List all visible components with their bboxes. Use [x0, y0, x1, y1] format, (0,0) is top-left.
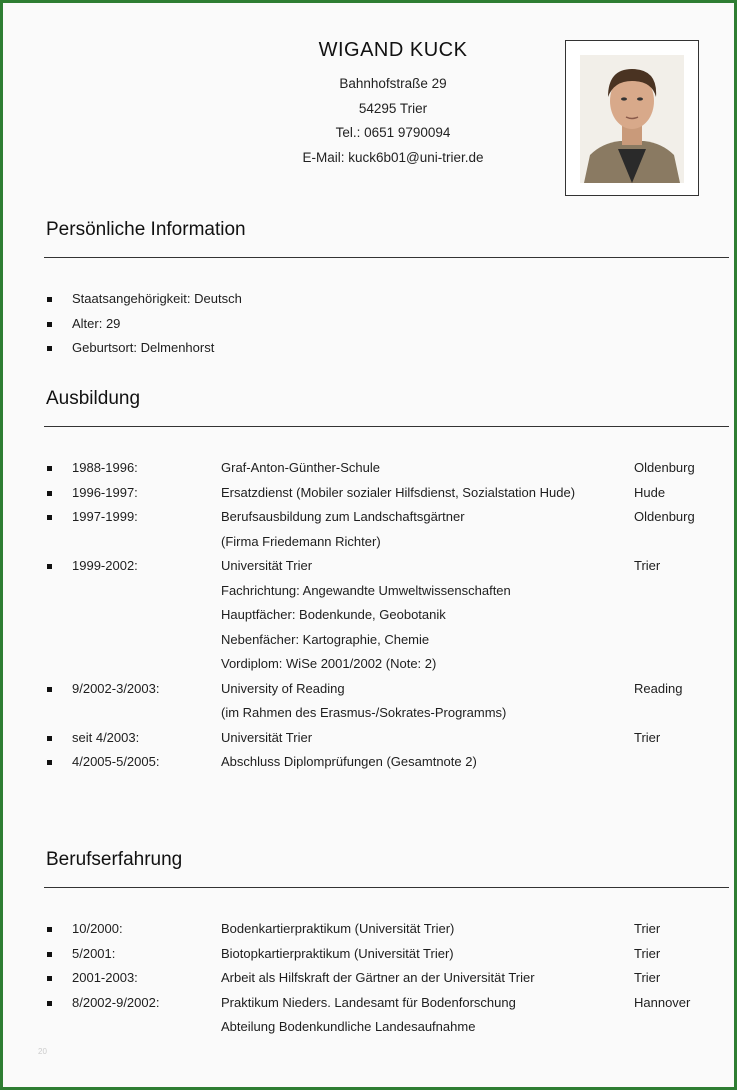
bullet-icon: [47, 346, 52, 351]
personal-list: [3, 287, 737, 361]
bullet-icon: [47, 515, 52, 520]
education-list: [3, 456, 737, 775]
section-title-experience: Berufserfahrung: [46, 849, 183, 870]
page-number: 20: [38, 1047, 47, 1056]
bullet-icon: [47, 466, 52, 471]
list-item: 5/2001: Biotopkartierpraktikum (Universität Trier) Trier: [3, 942, 737, 967]
list-item: 1997-1999: Berufsausbildung zum Landschaftsgärtner Oldenburg: [3, 505, 737, 530]
list-item: 2001-2003: Arbeit als Hilfskraft der Gärtner an der Universität Trier Trier: [3, 966, 737, 991]
list-item-continuation: Hauptfächer: Bodenkunde, Geobotanik: [221, 607, 446, 622]
list-item: 1996-1997: Ersatzdienst (Mobiler sozialer Hilfsdienst, Sozialstation Hude) Hude: [3, 481, 737, 506]
list-item-continuation: (im Rahmen des Erasmus-/Sokrates-Programms): [221, 705, 507, 720]
list-item: 1988-1996: Graf-Anton-Günther-Schule Oldenburg: [3, 456, 737, 481]
bullet-icon: [47, 1001, 52, 1006]
experience-list: [3, 917, 737, 1040]
list-item: 4/2005-5/2005: Abschluss Diplomprüfungen (Gesamtnote 2): [3, 750, 737, 775]
list-item-continuation: Vordiplom: WiSe 2001/2002 (Note: 2): [221, 656, 437, 671]
list-item-continuation: Fachrichtung: Angewandte Umweltwissenschaften: [221, 582, 511, 598]
section-divider: [44, 257, 729, 258]
list-item: seit 4/2003: Universität Trier Trier: [3, 726, 737, 751]
list-item: 9/2002-3/2003: University of Reading Reading: [3, 677, 737, 702]
bullet-icon: [47, 564, 52, 569]
list-item-continuation: Abteilung Bodenkundliche Landesaufnahme: [221, 1019, 476, 1034]
bullet-icon: [47, 976, 52, 981]
applicant-photo: [565, 40, 699, 196]
phone-number: Tel.: 0651 9790094: [335, 125, 451, 140]
list-item: 10/2000: Bodenkartierpraktikum (Universität Trier) Trier: [3, 917, 737, 942]
bullet-icon: [47, 297, 52, 302]
street-address: Bahnhofstraße 29: [339, 76, 447, 91]
email-address: E-Mail: kuck6b01@uni-trier.de: [302, 149, 484, 165]
bullet-icon: [47, 927, 52, 932]
section-title-personal: Persönliche Information: [46, 219, 246, 240]
section-title-education: Ausbildung: [46, 388, 141, 409]
list-item-continuation: Nebenfächer: Kartographie, Chemie: [221, 631, 430, 647]
bullet-icon: [47, 322, 52, 327]
city-address: 54295 Trier: [358, 100, 428, 116]
list-item: 8/2002-9/2002: Praktikum Nieders. Landesamt für Bodenforschung Hannover: [3, 991, 737, 1016]
bullet-icon: [47, 760, 52, 765]
list-item: Geburtsort: Delmenhorst: [3, 336, 737, 361]
section-divider: [44, 887, 729, 888]
section-divider: [44, 426, 729, 427]
list-item-continuation: (Firma Friedemann Richter): [221, 533, 381, 549]
bullet-icon: [47, 952, 52, 957]
list-item: 1999-2002: Universität Trier Trier: [3, 554, 737, 579]
bullet-icon: [47, 687, 52, 692]
applicant-name: WIGAND KUCK: [318, 39, 468, 61]
list-item: Staatsangehörigkeit: Deutsch: [3, 287, 737, 312]
list-item: Alter: 29: [3, 312, 737, 337]
bullet-icon: [47, 736, 52, 741]
cv-header: [243, 39, 543, 170]
bullet-icon: [47, 491, 52, 496]
portrait-image: [580, 55, 684, 183]
